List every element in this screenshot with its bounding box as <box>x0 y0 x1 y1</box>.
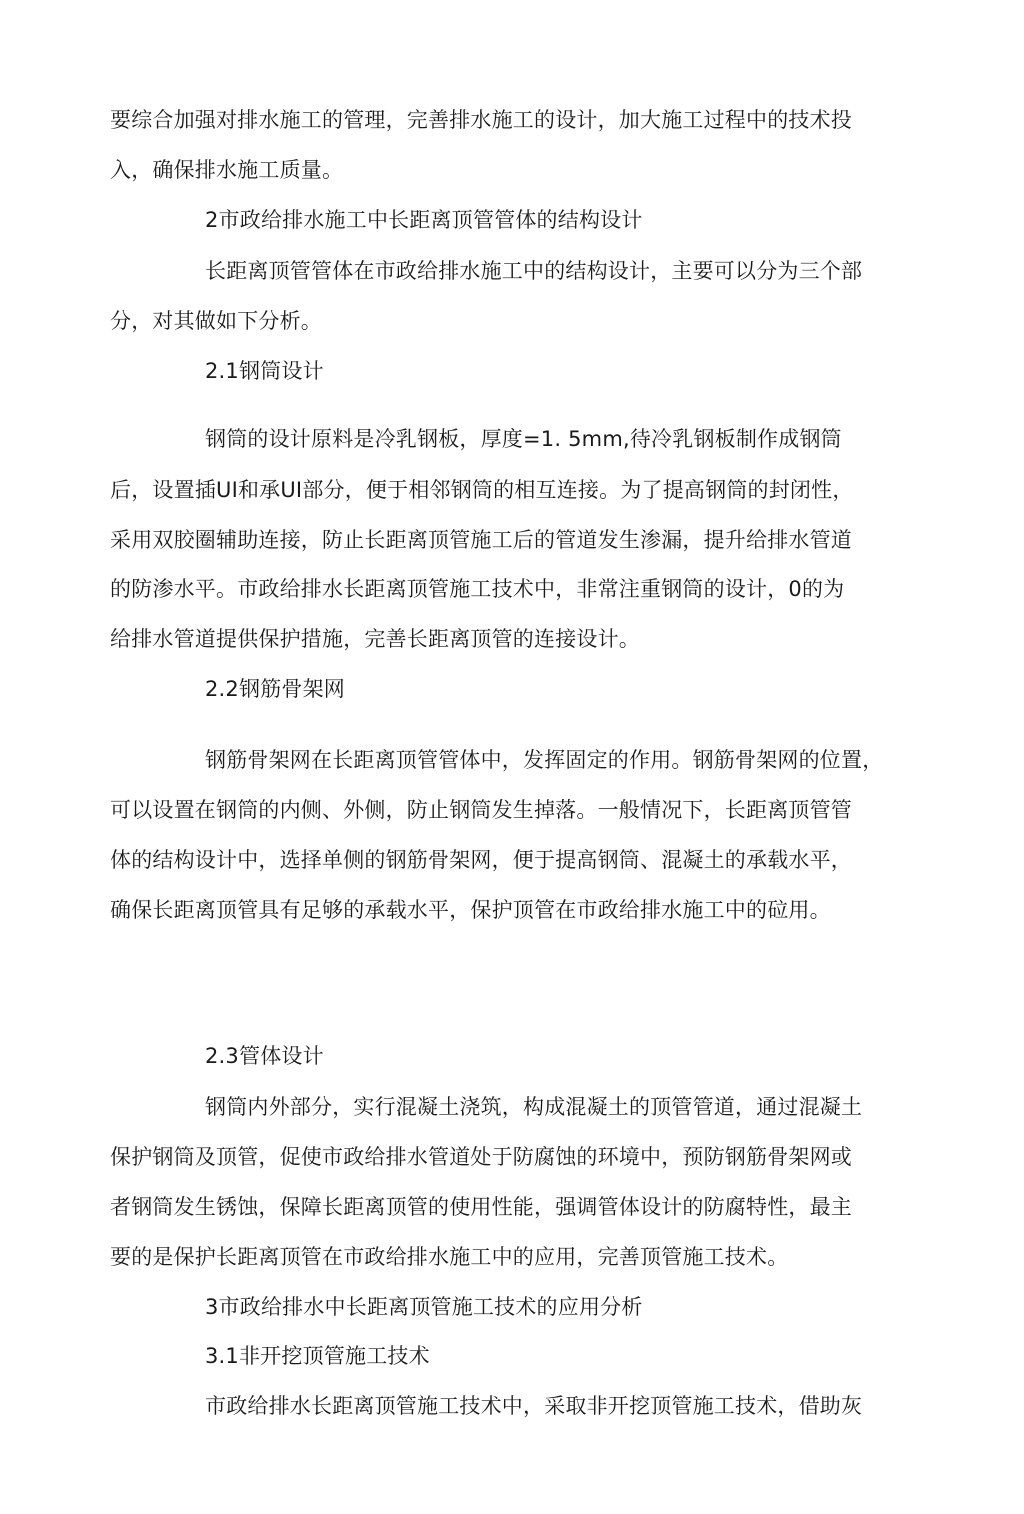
paragraph-line: 采用双胶圈辅助连接，防止长距离顶管施工后的管道发生渗漏，提升给排水管道 <box>110 528 852 552</box>
paragraph-line: 市政给排水长距离顶管施工技术中，采取非开挖顶管施工技术，借助灰 <box>205 1394 863 1418</box>
subsection-heading: 2.1钢筒设计 <box>205 359 324 383</box>
paragraph-line: 钢筒的设计原料是冷乳钢板，厚度=1. 5mm,待冷乳钢板制作成钢筒 <box>205 427 842 451</box>
paragraph-line: 长距离顶管管体在市政给排水施工中的结构设计，主要可以分为三个部 <box>205 259 863 283</box>
paragraph-line: 确保长距离顶管具有足够的承载水平，保护顶管在市政给排水施工中的砬用。 <box>110 898 831 922</box>
paragraph-line: 后，设置插UI和承UI部分，便于相邻钢筒的相互连接。为了提高钢筒的封闭性， <box>110 478 854 502</box>
paragraph-line: 钢筋骨架网在长距离顶管管体中，发挥固定的作用。钢筋骨架网的位置， <box>205 748 884 772</box>
paragraph-line: 者钢筒发生锈蚀，保障长距离顶管的使用性能，强调管体设计的防腐特性，最主 <box>110 1195 852 1219</box>
paragraph-line: 分，对其做如下分析。 <box>110 309 322 333</box>
paragraph-line: 要综合加强对排水施工的管理，完善排水施工的设计，加大施工过程中的技术投 <box>110 108 852 132</box>
paragraph-line: 体的结构设计中，选择单侧的钢筋骨架网，便于提高钢筒、混凝土的承载水平， <box>110 848 852 872</box>
section-heading: 3市政给排水中长距离顶管施工技术的应用分析 <box>205 1295 643 1319</box>
paragraph-line: 的防渗水平。市政给排水长距离顶管施工技术中，非常注重钢筒的设计，0的为 <box>110 577 845 601</box>
subsection-heading: 2.3管体设计 <box>205 1044 324 1068</box>
paragraph-line: 要的是保护长距离顶管在市政给排水施工中的应用，完善顶管施工技术。 <box>110 1245 789 1269</box>
paragraph-line: 可以设置在钢筒的内侧、外侧，防止钢筒发生掉落。一般情况下，长距离顶管管 <box>110 798 852 822</box>
subsection-heading: 3.1非开挖顶管施工技术 <box>205 1344 430 1368</box>
paragraph-line: 给排水管道提供保护措施，完善长距离顶管的连接设计。 <box>110 627 640 651</box>
paragraph-line: 钢筒内外部分，实行混凝土浇筑，构成混凝土的顶管管道，通过混凝土 <box>205 1095 863 1119</box>
subsection-heading: 2.2钢筋骨架网 <box>205 677 345 701</box>
paragraph-line: 保护钢筒及顶管，促使市政给排水管道处于防腐蚀的环境中，预防钢筋骨架网或 <box>110 1145 852 1169</box>
paragraph-line: 入，确保排水施工质量。 <box>110 158 344 182</box>
section-heading: 2市政给排水施工中长距离顶管管体的结构设计 <box>205 208 643 232</box>
